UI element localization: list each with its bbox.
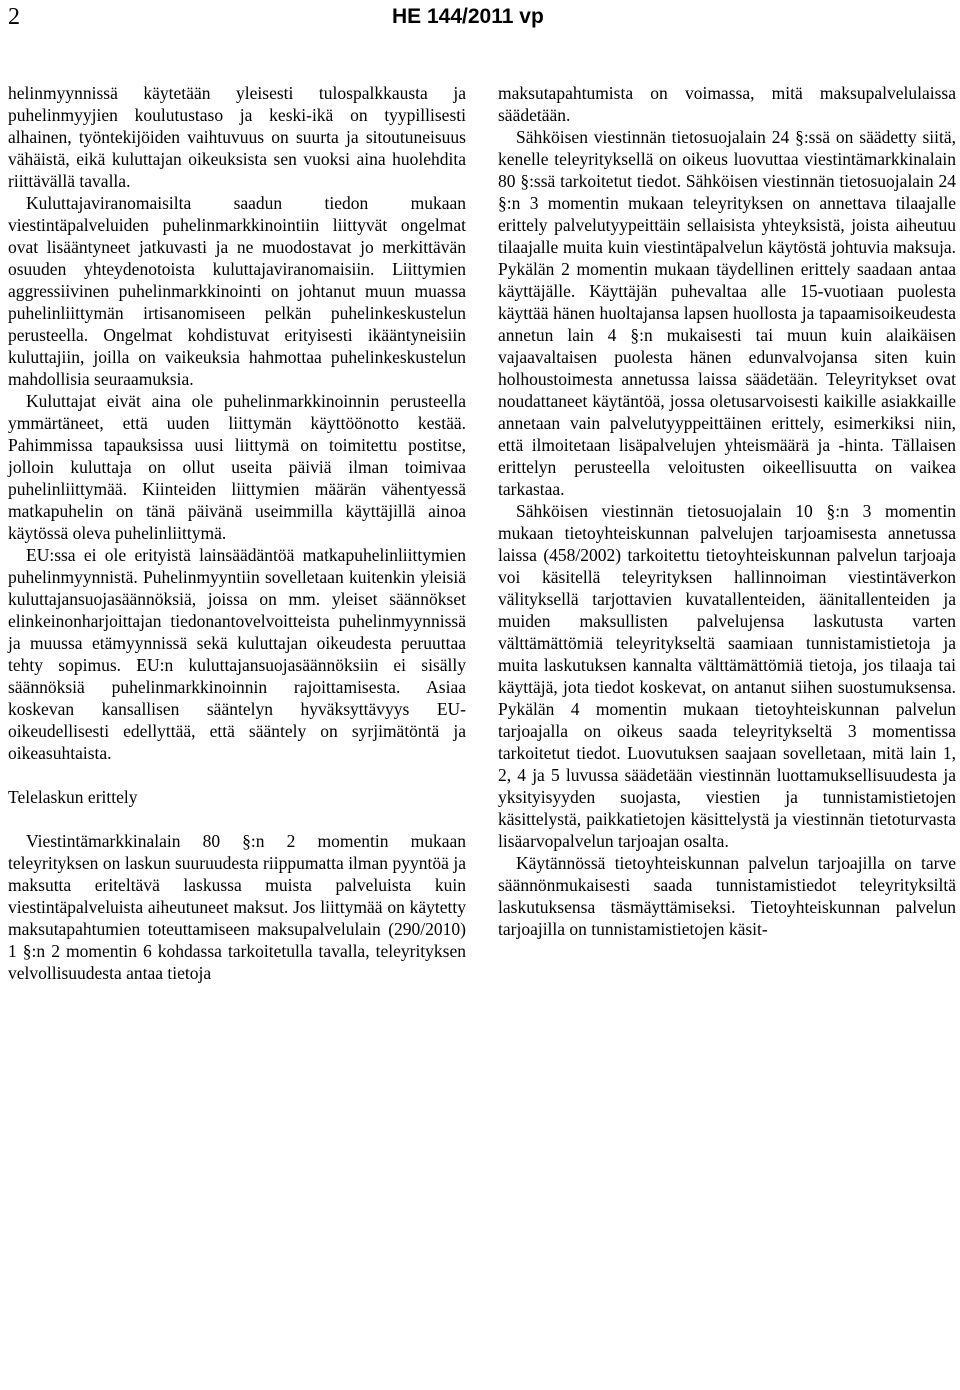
paragraph: maksutapahtumista on voimassa, mitä maksupalvelulaissa säädetään. (498, 83, 956, 125)
page-number: 2 (8, 4, 20, 30)
left-text-column (8, 82, 466, 984)
right-text-column (498, 82, 956, 940)
paragraph: Sähköisen viestinnän tietosuojalain 24 §:ssä on säädetty siitä, kenelle teleyrityksellä on oikeus luovuttaa viestintämarkkinalain 80 §:ssä tarkoitetut tiedot. Sähköisen viestinnän tietosuojalain 24 §:n 3 momentin mukaan teleyrityksen on annettava tilaajalle erittely palvelutyypeittäin sellaisista yhteyksistä, joista aiheutuu tilaajalle muita kuin viestintäpalvelun käytöstä johtuvia maksuja. Pykälän 2 momentin mukaan täydellinen erittely saadaan antaa käyttäjälle. Käyttäjän puhevaltaa alle 15-vuotiaan puolesta käyttää hänen huoltajansa lapsen huollosta ja tapaamisoikeudesta annetun lain 4 §:n mukaisesti tai muun kuin alaikäisen vajaavaltaisen puolesta hänen edunvalvojansa siten kuin holhoustoimesta annetussa laissa säädetään. Teleyritykset ovat noudattaneet käytäntöä, jossa oletusarvoisesti kaikille asiakkaille annetaan vain palvelutyyppeittäinen erittely, esimerkiksi niin, että ilmoitetaan lisäpalvelujen yhteismäärä ja -hinta. Tällaisen erittelyn perusteella veloitusten oikeellisuutta on vaikea tarkastaa. (498, 127, 956, 499)
paragraph: EU:ssa ei ole erityistä lainsäädäntöä matkapuhelinliittymien puhelinmyynnistä. Puhelinmyyntiin sovelletaan kuitenkin yleisiä kuluttajansuojasäännöksiä, joissa on mm. yleiset säännökset elinkeinonharjoittajan tiedonantovelvoitteista puhelinmyynnissä ja muussa etämyynnissä sekä kuluttajan oikeudesta peruuttaa tehty sopimus. EU:n kuluttajansuojasäännöksiin ei sisälly säännöksiä puhelinmarkkinoinnin rajoittamisesta. Asiaa koskevan kansallisen sääntelyn hyväksyttävyys EU-oikeudellisesti edellyttää, että sääntely on syrjimätöntä ja oikeasuhtaista. (8, 545, 466, 763)
paragraph: Käytännössä tietoyhteiskunnan palvelun tarjoajilla on tarve säännönmukaisesti saada tunnistamistiedot teleyrityksiltä laskutuksensa täsmäyttämiseksi. Tietoyhteiskunnan palvelun tarjoajilla on tunnistamistietojen käsit- (498, 853, 956, 939)
paragraph: Kuluttajat eivät aina ole puhelinmarkkinoinnin perusteella ymmärtäneet, että uuden liittymän käyttöönotto kestää. Pahimmissa tapauksissa uusi liittymä on toimitettu postitse, jolloin kuluttaja on ollut useita päiviä ilman toimivaa puhelinliittymää. Kiinteiden liittymien määrän vähentyessä matkapuhelin on tänä päivänä useimmilla käyttäjillä ainoa käytössä oleva puhelinliittymä. (8, 391, 466, 543)
paragraph: Viestintämarkkinalain 80 §:n 2 momentin mukaan teleyrityksen on laskun suuruudesta riippumatta ilman pyyntöä ja maksutta eriteltävä laskussa muista palveluista kuin viestintäpalveluista aiheutuneet maksut. Jos liittymää on käytetty maksutapahtumien toteuttamiseen maksupalvelulain (290/2010) 1 §:n 2 momentin 6 kohdassa tarkoitetulla tavalla, teleyrityksen velvollisuudesta antaa tietoja (8, 831, 466, 983)
paragraph: helinmyynnissä käytetään yleisesti tulospalkkausta ja puhelinmyyjien koulutustaso ja keski-ikä on tyypillisesti alhainen, työntekijöiden vaihtuvuus on suurta ja sitoutuneisuus vähäistä, eikä kuluttajan oikeuksista sen vuoksi aina huolehdita riittävällä tavalla. (8, 83, 466, 191)
paragraph: Kuluttajaviranomaisilta saadun tiedon mukaan viestintäpalveluiden puhelinmarkkinointiin liittyvät ongelmat ovat lisääntyneet jatkuvasti ja ne muodostavat jo merkittävän osuuden yhteydenotoista kuluttajaviranomaisiin. Liittymien aggressiivinen puhelinmarkkinointi on johtanut muun muassa puhelinliittymän irtisanomiseen pelkän puhelinkeskustelun perusteella. Ongelmat kohdistuvat erityisesti ikääntyneisiin kuluttajiin, joilla on vaikeuksia hahmottaa puhelinkeskustelun mahdollisia seuraamuksia. (8, 193, 466, 389)
paragraph: Sähköisen viestinnän tietosuojalain 10 §:n 3 momentin mukaan tietoyhteiskunnan palvelujen tarjoamisesta annetussa laissa (458/2002) tarkoitettu tietoyhteiskunnan palvelun tarjoaja voi käsitellä teleyrityksen hallinnoiman viestintäverkon välityksellä tarjottavien kuvatallenteiden, äänitallenteiden ja muiden maksullisten palvelujensa laskutusta varten välttämättömiä teleyritykseltä saamiaan tunnistamistietoja ja muita laskutuksen kannalta välttämättömiä tietoja, jos tilaaja tai käyttäjä, jota tiedot koskevat, on antanut siihen suostumuksensa. Pykälän 4 momentin mukaan tietoyhteiskunnan palvelun tarjoajalla on oikeus saada teleyritykseltä 3 momentissa tarkoitetut tiedot. Luovutuksen saajaan sovelletaan, mitä lain 1, 2, 4 ja 5 luvussa säädetään viestinnän luottamuksellisuudesta ja yksityisyyden suojasta, viestien ja tunnistamistietojen käsittelystä, paikkatietojen käsittelystä ja viestinnän tietoturvasta lisäarvopalvelun tarjoajan osalta. (498, 501, 956, 851)
section-heading: Telelaskun erittely (8, 787, 138, 807)
document-identifier: HE 144/2011 vp (392, 5, 544, 28)
